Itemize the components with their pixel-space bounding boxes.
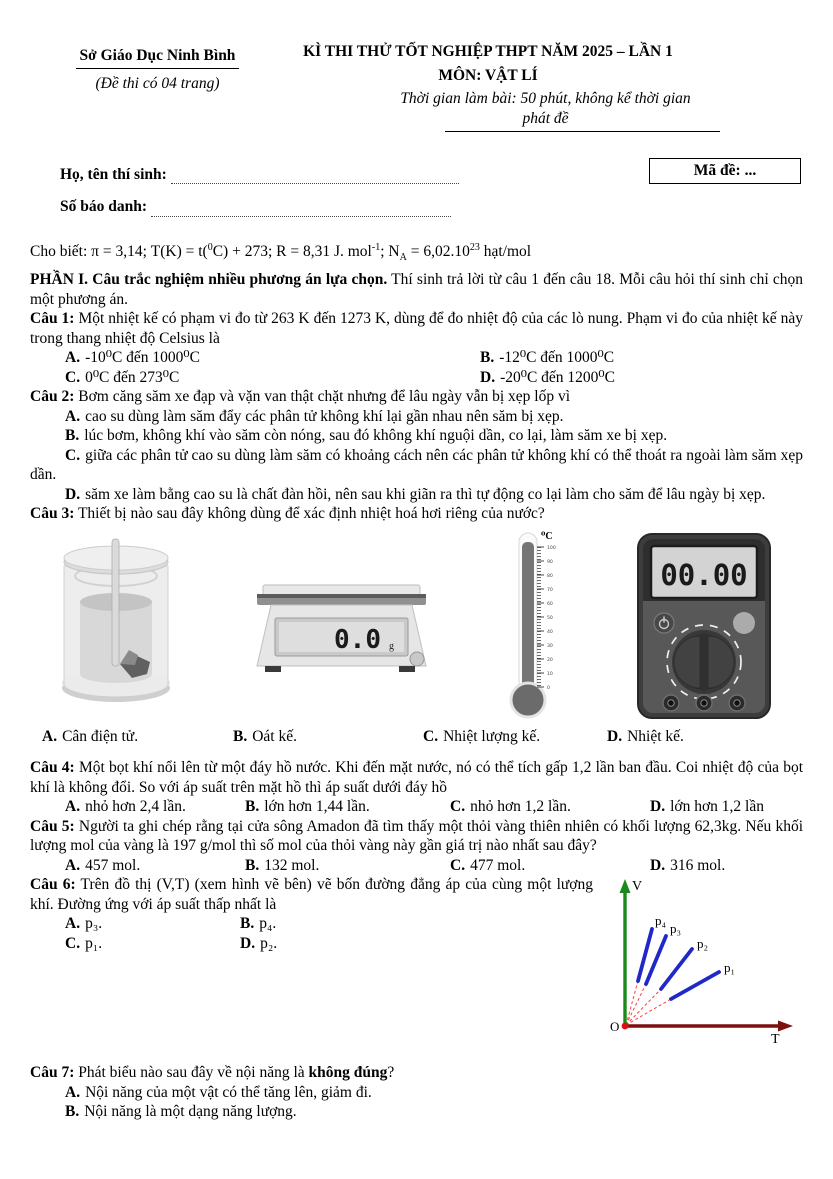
exam-title: KÌ THI THỬ TỐT NGHIỆP THPT NĂM 2025 – LẦN 1 [303,43,673,60]
part1-title: PHẦN I. Câu trắc nghiệm nhiều phương án lựa chọn. [30,271,388,289]
exam-duration: Thời gian làm bài: 50 phút, không kể thời gian phát đề [400,90,691,127]
svg-text:50: 50 [547,615,554,621]
svg-text:100: 100 [547,545,557,551]
svg-text:80: 80 [547,573,554,579]
q6-option-c: C. p₁. [65,934,103,952]
student-id-line [151,202,451,217]
student-name-label: Họ, tên thí sinh: [60,165,167,183]
header-right [273,42,703,132]
question-1: Câu 1: Một nhiệt kế có phạm vi đo từ 263 K đến 1273 K, dùng để đo nhiệt độ của các lò nung. Phạm vi đo của nhiệt kế này trong thang nhiệt độ Celsius là [30,310,803,347]
exam-subject: MÔN: VẬT LÍ [438,66,538,84]
student-name-line [171,169,459,184]
q5-option-a: A. 457 mol. [65,856,141,874]
p3-label: p₃ [670,921,682,937]
q1-option-c: C. 0⁰C đến 273⁰C [65,368,180,386]
department-name: Sở Giáo Dục Ninh Bình [76,46,240,69]
q3-option-b: B. Oát kế. [233,727,297,745]
p1-label: p₁ [724,960,736,976]
student-name-row [30,162,803,184]
calorimeter-image [54,536,179,716]
question-5-options [30,856,803,876]
given-constants: Cho biết: π = 3,14; T(K) = t($^0$C) + 273; R = 8,31 J. mol$^{-1}$; $N_A = 6,02.10^{23}$ hạt/mol [30,241,532,263]
question-3-options [30,727,803,747]
q4-option-c: C. nhỏ hơn 1,2 lần. [450,798,571,816]
q3-option-c: C. Nhiệt lượng kế. [423,727,541,745]
question-6-options [30,914,593,953]
q5-option-b: B. 132 mol. [245,856,320,874]
multimeter-image [635,531,773,721]
q4-option-a: A. nhỏ hơn 2,4 lần. [65,798,186,816]
q2-option-c: C. giữa các phân tử cao su dùng làm săm có khoảng cách nên các phân tử không khí có thể thoát ra ngoài làm săm xẹp dần. [30,446,803,484]
exam-code-box: Mã đề: ... [649,158,801,184]
svg-text:90: 90 [547,559,554,565]
svg-text:20: 20 [547,657,554,663]
svg-text:40: 40 [547,629,554,635]
question-3-figures [30,527,803,725]
svg-text:70: 70 [547,587,554,593]
student-id-row [30,197,803,217]
thermometer-unit: ⁰C [541,530,553,542]
p4-label: p₄ [655,913,667,929]
q4-option-d: D. lớn hơn 1,2 lần [650,798,764,816]
header-left [30,42,285,93]
q6-option-d: D. p₂. [240,934,278,952]
question-4: Câu 4: Một bọt khí nổi lên từ một đáy hồ nước. Khi đến mặt nước, nó có thể tích gấp 1,2 lần ban đầu. Coi nhiệt độ của bọt khí là không đổi. So với áp suất trên mặt hồ thì áp suất dưới đáy hồ [30,759,803,796]
question-2: Câu 2: Bơm căng săm xe đạp và vặn van thật chặt nhưng để lâu ngày vẫn bị xẹp lốp vì [30,388,571,406]
question-7: Câu 7: Phát biểu nào sau đây về nội năng là không đúng? [30,1064,395,1082]
part1-heading [30,270,803,309]
q2-option-d: D. săm xe làm bằng cao su là chất đàn hồi, nên sau khi giãn ra thì tự động co lại làm cho săm để lâu ngày bị xẹp. [65,485,766,503]
q7-option-b: B. Nội năng là một dạng năng lượng. [65,1103,297,1121]
multimeter-ports [663,695,745,711]
student-id-label: Số báo danh: [60,198,148,216]
svg-text:0: 0 [547,685,551,691]
isobar-graph [603,869,801,1047]
q6-option-a: A. p₃. [65,915,103,933]
question-3: Câu 3: Thiết bị nào sau đây không dùng để xác định nhiệt hoá hơi riêng của nước? [30,505,545,523]
question-1-options [30,348,803,387]
svg-text:60: 60 [547,601,554,607]
question-5: Câu 5: Người ta ghi chép rằng tại cửa sông Amadon đã tìm thấy một thỏi vàng thiên nhiên có khối lượng 62,3kg. Nếu khối lượng mol của vàng là 197 g/mol thì số mol của thỏi vàng này gần giá trị nào nhất sau đây? [30,817,803,855]
q1-option-a: A. -10⁰C đến 1000⁰C [65,349,200,367]
origin-label: O [610,1019,620,1035]
duration-underline [445,131,720,132]
part1-desc: Thí sinh trả lời từ câu 1 đến câu 18. Mỗi câu hỏi thí sinh chỉ chọn một phương án. [30,271,803,308]
q1-option-b: B. -12⁰C đến 1000⁰C [480,349,615,367]
q7-option-a: A. Nội năng của một vật có thể tăng lên, giảm đi. [65,1083,372,1101]
svg-text:10: 10 [547,671,554,677]
q4-option-b: B. lớn hơn 1,44 lần. [245,798,370,816]
q5-option-c: C. 477 mol. [450,856,526,874]
electronic-scale-image [249,578,434,673]
q5-option-d: D. 316 mol. [650,856,726,874]
header [30,42,803,132]
scale-unit: g [388,641,394,653]
axis-label-t: T [771,1032,780,1048]
q3-option-a: A. Cân điện tử. [42,727,139,745]
axis-label-v: V [632,879,643,895]
q1-option-d: D. -20⁰C đến 1200⁰C [480,368,615,386]
question-6: Câu 6: Trên đồ thị (V,T) (xem hình vẽ bên) vẽ bốn đường đẳng áp của cùng một lượng khí. Đường ứng với áp suất thấp nhất là [30,876,593,913]
pages-note: (Đề thi có 04 trang) [95,74,220,92]
q6-option-b: B. p₄. [240,915,277,933]
q2-option-a: A. cao su dùng làm săm đẩy các phân tử không khí lại gần nhau nên săm bị xẹp. [65,407,564,425]
thermometer-image [503,529,565,723]
q2-option-b: B. lúc bơm, không khí vào săm còn nóng, sau đó không khí nguội dần, co lại, làm săm xe bị xẹp. [65,427,668,445]
p2-label: p₂ [697,936,709,952]
question-4-options [30,797,803,817]
svg-text:30: 30 [547,643,554,649]
q3-option-d: D. Nhiệt kế. [607,727,684,745]
scale-display-value: 0.0 [333,625,381,656]
multimeter-display-value: 00.00 [660,557,748,592]
